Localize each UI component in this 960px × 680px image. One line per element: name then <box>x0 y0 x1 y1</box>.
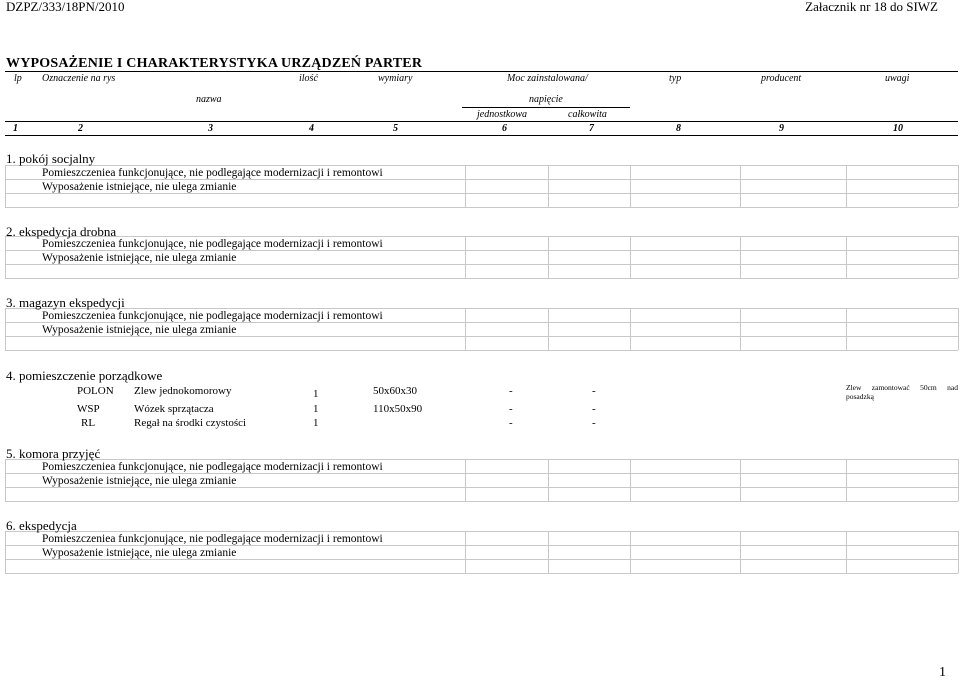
col-uwagi: uwagi <box>885 73 910 84</box>
section-line: Pomieszczeniea funkcjonujące, nie podlegające modernizacji i remontowi <box>42 167 383 179</box>
section-line: Pomieszczeniea funkcjonujące, nie podlegające modernizacji i remontowi <box>42 533 383 545</box>
col-number: 5 <box>393 123 398 134</box>
col-producent: producent <box>761 73 802 84</box>
col-ilosc: ilość <box>299 73 318 84</box>
col-number: 3 <box>208 123 213 134</box>
section-line: Pomieszczeniea funkcjonujące, nie podlegające modernizacji i remontowi <box>42 310 383 322</box>
section-title: 5. komora przyjęć <box>6 446 101 461</box>
item-name: Regał na środki czystości <box>134 417 247 429</box>
item-dims: 50x60x30 <box>373 385 417 397</box>
col-jednostkowa: jednostkowa <box>477 109 527 120</box>
col-nazwa: nazwa <box>196 94 222 105</box>
item-power-total: - <box>592 403 596 415</box>
section-line: Pomieszczeniea funkcjonujące, nie podlegające modernizacji i remontowi <box>42 238 383 250</box>
section-title: 2. ekspedycja drobna <box>6 224 117 239</box>
col-number: 2 <box>78 123 83 134</box>
item-power-unit: - <box>509 385 513 397</box>
col-typ: typ <box>669 73 682 84</box>
item-power-unit: - <box>509 417 513 429</box>
item-power-unit: - <box>509 403 513 415</box>
col-lp: lp <box>14 73 22 84</box>
section-line: Wyposażenie istniejące, nie ulega zmianie <box>42 252 237 264</box>
item-qty: 1 <box>313 403 319 415</box>
page-title: WYPOSAŻENIE I CHARAKTERYSTYKA URZĄDZEŃ PARTER <box>6 56 423 71</box>
section-title: 6. ekspedycja <box>6 518 77 533</box>
section-line: Wyposażenie istniejące, nie ulega zmianie <box>42 181 237 193</box>
col-number: 6 <box>502 123 507 134</box>
section-line: Pomieszczeniea funkcjonujące, nie podlegające modernizacji i remontowi <box>42 461 383 473</box>
item-name: Wózek sprzątacza <box>134 403 214 415</box>
document-id: DZPZ/333/18PN/2010 <box>6 0 125 14</box>
item-power-total: - <box>592 417 596 429</box>
section-line: Wyposażenie istniejące, nie ulega zmianie <box>42 547 237 559</box>
item-power-total: - <box>592 385 596 397</box>
item-code: POLON <box>77 385 114 397</box>
col-moc: Moc zainstalowana/ <box>507 73 588 84</box>
section-title: 4. pomieszczenie porządkowe <box>6 368 163 383</box>
col-calkowita: całkowita <box>568 109 607 120</box>
col-wymiary: wymiary <box>378 73 413 84</box>
col-number: 8 <box>676 123 681 134</box>
item-code: WSP <box>77 403 100 415</box>
page-number: 1 <box>939 665 946 680</box>
col-number: 7 <box>589 123 594 134</box>
section-title: 1. pokój socjalny <box>6 151 96 166</box>
section-line: Wyposażenie istniejące, nie ulega zmianie <box>42 324 237 336</box>
col-oznaczenie: Oznaczenie na rys <box>42 73 116 84</box>
col-number: 4 <box>309 123 314 134</box>
item-code: RL <box>81 417 96 429</box>
item-note: Zlew zamontować 50cm nad posadzką <box>846 383 958 402</box>
attachment-label: Załacznik nr 18 do SIWZ <box>805 0 938 14</box>
item-qty: 1 <box>313 388 319 400</box>
col-number: 9 <box>779 123 784 134</box>
item-name: Zlew jednokomorowy <box>134 385 232 397</box>
section-line: Wyposażenie istniejące, nie ulega zmianie <box>42 475 237 487</box>
col-napiecie: napięcie <box>529 94 563 105</box>
section-title: 3. magazyn ekspedycji <box>6 295 125 310</box>
col-number: 1 <box>13 123 18 134</box>
item-qty: 1 <box>313 417 319 429</box>
col-number: 10 <box>893 123 903 134</box>
item-dims: 110x50x90 <box>373 403 423 415</box>
